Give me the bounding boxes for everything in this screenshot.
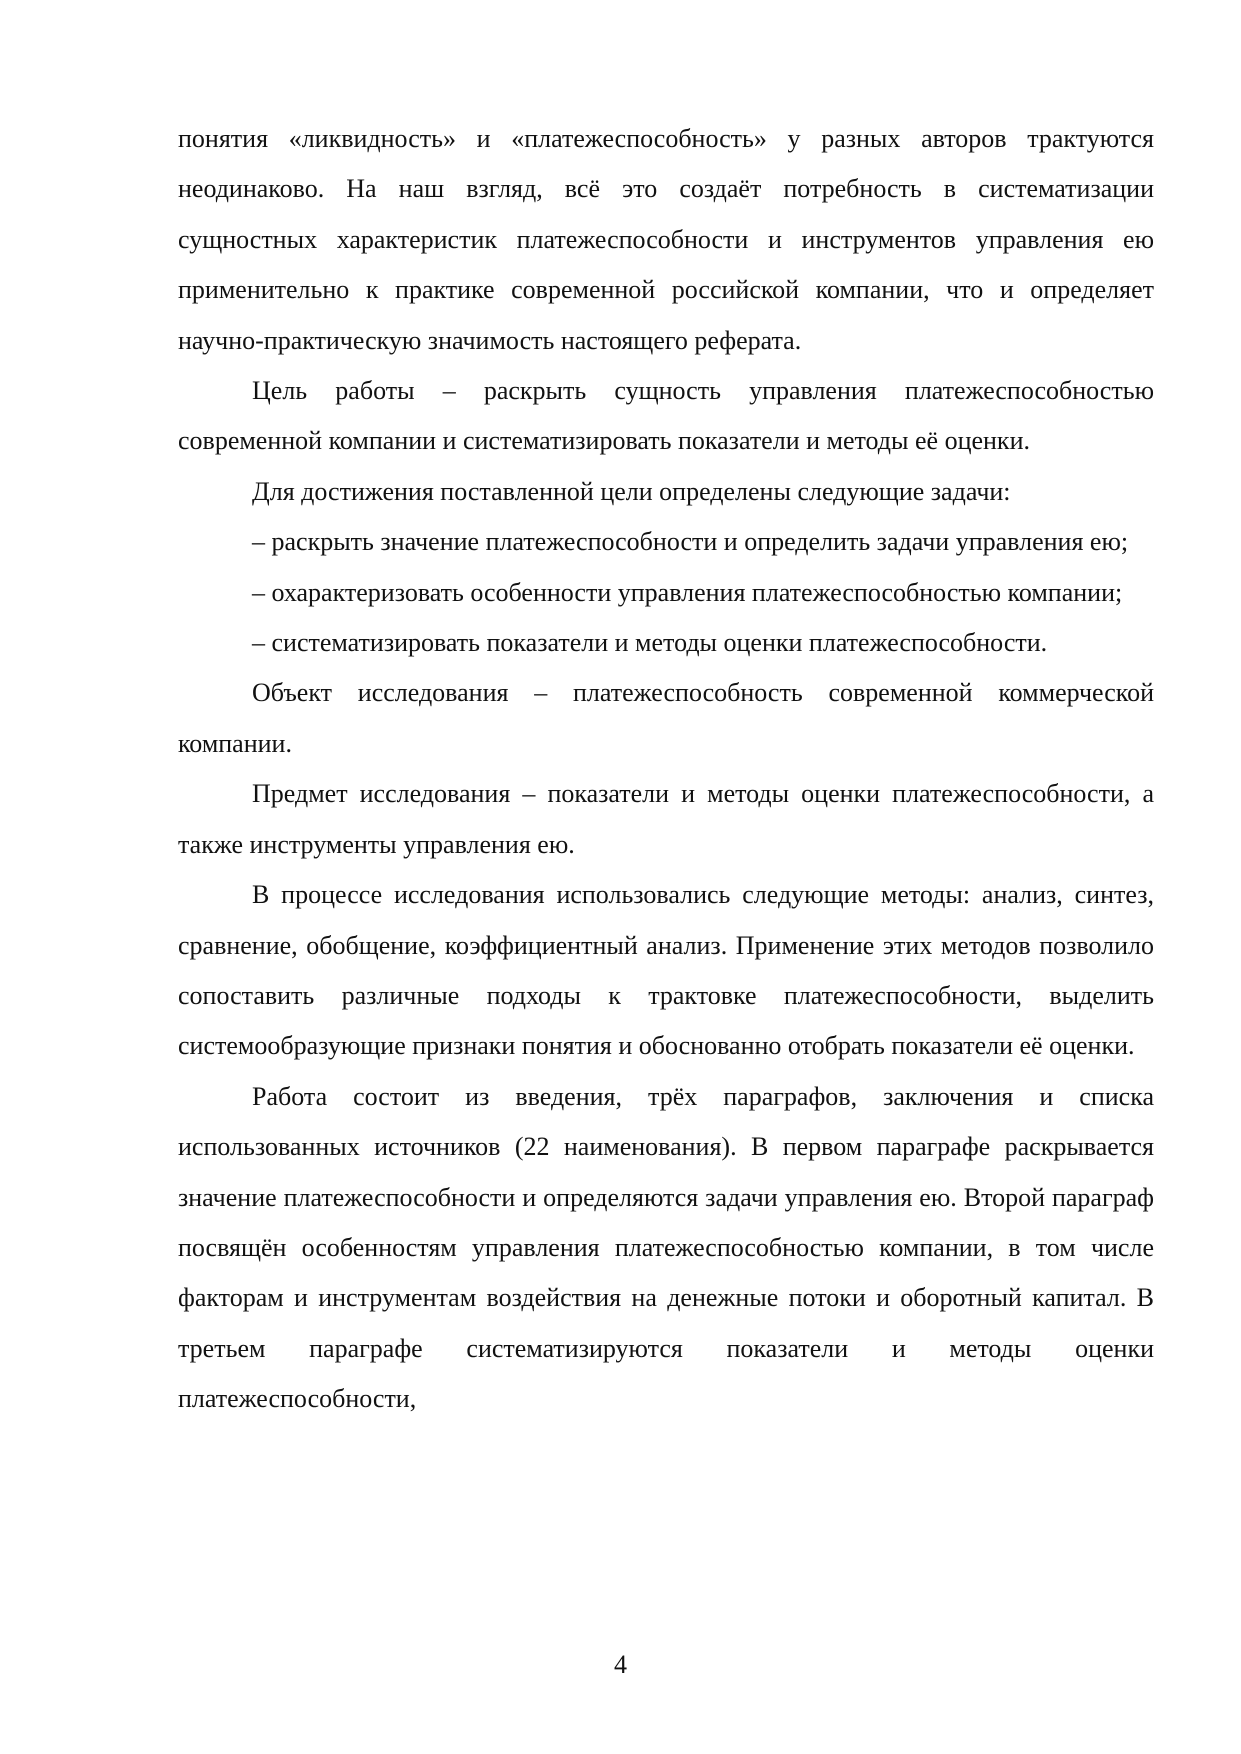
paragraph-goal: Цель работы – раскрыть сущность управления платежеспособностью современной компании и систематизировать показатели и методы её оценки. [178, 376, 1154, 456]
paragraph-subject: Предмет исследования – показатели и методы оценки платежеспособности, а также инструменты управления ею. [178, 779, 1154, 859]
paragraph-significance: понятия «ликвидность» и «платежеспособность» у разных авторов трактуются неодинаково. На наш взгляд, всё это создаёт потребность в систематизации сущностных характеристик платежеспособности и инструментов управления ею применительно к практике современной российской компании, что и определяет научно-практическую значимость настоящего реферата. [178, 124, 1154, 355]
paragraph-tasks-intro: Для достижения поставленной цели определены следующие задачи: [252, 476, 1011, 506]
task-item-2: – охарактеризовать особенности управления платежеспособностью компании; [252, 577, 1123, 607]
task-item-1: – раскрыть значение платежеспособности и определить задачи управления ею; [252, 527, 1129, 557]
task-item-3: – систематизировать показатели и методы оценки платежеспособности. [252, 628, 1048, 658]
page-number: 4 [614, 1650, 627, 1679]
body-text [178, 114, 1154, 1425]
paragraph-methods: В процессе исследования использовались следующие методы: анализ, синтез, сравнение, обобщение, коэффициентный анализ. Применение этих методов позволило сопоставить различные подходы к трактовке платежеспособности, выделить системообразующие признаки понятия и обоснованно отобрать показатели её оценки. [178, 880, 1154, 1061]
paragraph-structure: Работа состоит из введения, трёх параграфов, заключения и списка использованных источников (22 наименования). В первом параграфе раскрывается значение платежеспособности и определяются задачи управления ею. Второй параграф посвящён особенностям управления платежеспособностью компании, в том числе факторам и инструментам воздействия на денежные потоки и оборотный капитал. В третьем параграфе систематизируются показатели и методы оценки платежеспособности, [178, 1081, 1154, 1414]
paragraph-object: Объект исследования – платежеспособность современной коммерческой компании. [178, 678, 1154, 758]
